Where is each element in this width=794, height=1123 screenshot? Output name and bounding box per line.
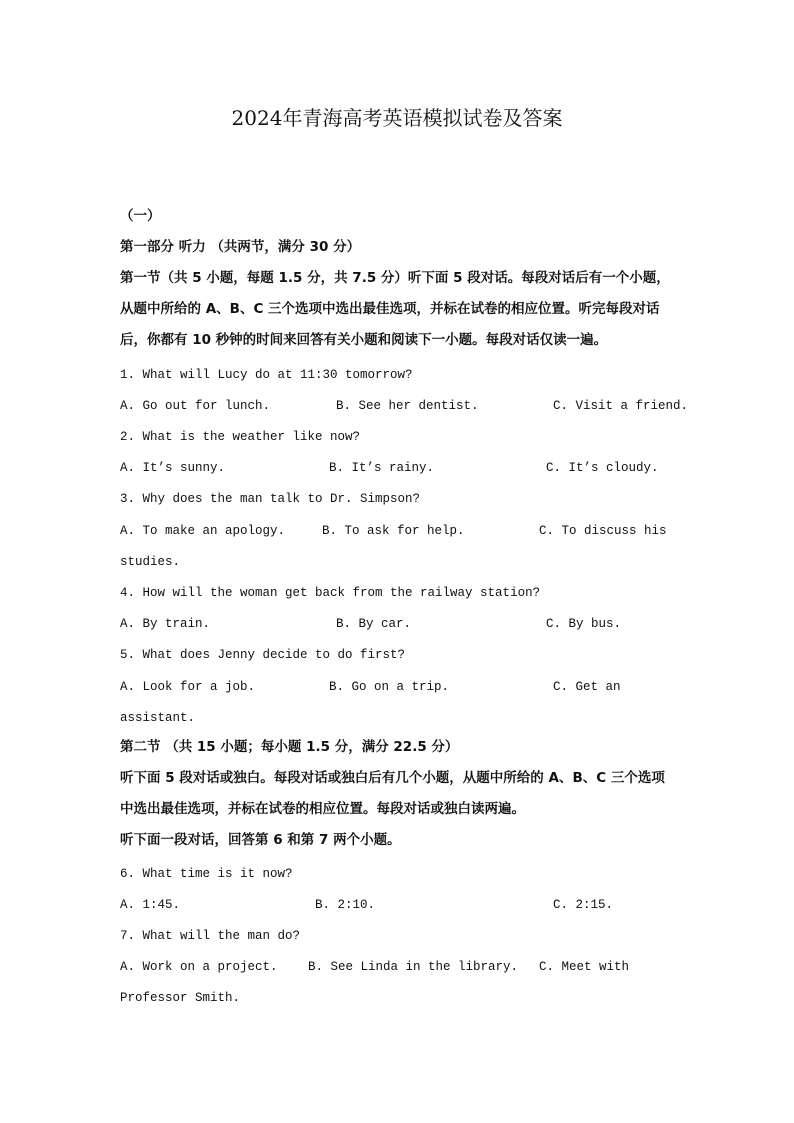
dialogue-instruction: 听下面一段对话，回答第 6 和第 7 两个小题。 — [120, 832, 401, 848]
option-b: B. To ask for help. — [322, 524, 465, 538]
section1-intro-line: 后，你都有 10 秒钟的时间来回答有关小题和阅读下一小题。每段对话仅读一遍。 — [120, 332, 608, 348]
question-stem: 6. What time is it now? — [120, 867, 293, 881]
option-b: B. It’s rainy. — [329, 461, 435, 475]
option-b: B. 2:10. — [315, 898, 376, 912]
option-c: C. Get an — [553, 680, 621, 694]
question-stem: 5. What does Jenny decide to do first? — [120, 648, 406, 662]
question-stem: 2. What is the weather like now? — [120, 430, 361, 444]
option-c: C. Meet with — [539, 960, 630, 974]
question-stem: 1. What will Lucy do at 11:30 tomorrow? — [120, 368, 413, 382]
option-c: C. By bus. — [546, 617, 622, 631]
option-a: A. To make an apology. — [120, 524, 286, 538]
section2-heading: 第二节 （共 15 小题；每小题 1.5 分，满分 22.5 分） — [120, 739, 459, 755]
option-c-continued: Professor Smith. — [120, 991, 241, 1005]
option-c-continued: assistant. — [120, 711, 196, 725]
option-a: A. Go out for lunch. — [120, 399, 271, 413]
document-title: 2024年青海高考英语模拟试卷及答案 — [231, 106, 563, 130]
option-c: C. 2:15. — [553, 898, 614, 912]
option-b: B. See her dentist. — [336, 399, 479, 413]
option-c: C. To discuss his — [539, 524, 667, 538]
question-stem: 4. How will the woman get back from the railway station? — [120, 586, 541, 600]
option-b: B. See Linda in the library. — [308, 960, 519, 974]
question-stem: 7. What will the man do? — [120, 929, 301, 943]
option-a: A. By train. — [120, 617, 211, 631]
section2-intro-line: 中选出最佳选项，并标在试卷的相应位置。每段对话或独白读两遍。 — [120, 801, 525, 817]
option-b: B. By car. — [336, 617, 412, 631]
option-c: C. It’s cloudy. — [546, 461, 659, 475]
option-a: A. Look for a job. — [120, 680, 256, 694]
part-marker: （一） — [120, 208, 161, 224]
section1-intro-line: 第一节（共 5 小题，每题 1.5 分，共 7.5 分）听下面 5 段对话。每段对话后有一个小题， — [120, 270, 670, 286]
part1-heading: 第一部分 听力 （共两节，满分 30 分） — [120, 239, 361, 255]
option-a: A. It’s sunny. — [120, 461, 226, 475]
option-c: C. Visit a friend. — [553, 399, 689, 413]
question-stem: 3. Why does the man talk to Dr. Simpson? — [120, 492, 421, 506]
section1-intro-line: 从题中所给的 A、B、C 三个选项中选出最佳选项，并标在试卷的相应位置。听完每段对话 — [120, 301, 660, 317]
option-c-continued: studies. — [120, 555, 181, 569]
option-a: A. Work on a project. — [120, 960, 278, 974]
option-a: A. 1:45. — [120, 898, 181, 912]
section2-intro-line: 听下面 5 段对话或独白。每段对话或独白后有几个小题，从题中所给的 A、B、C 三个选项 — [120, 770, 665, 786]
option-b: B. Go on a trip. — [329, 680, 450, 694]
